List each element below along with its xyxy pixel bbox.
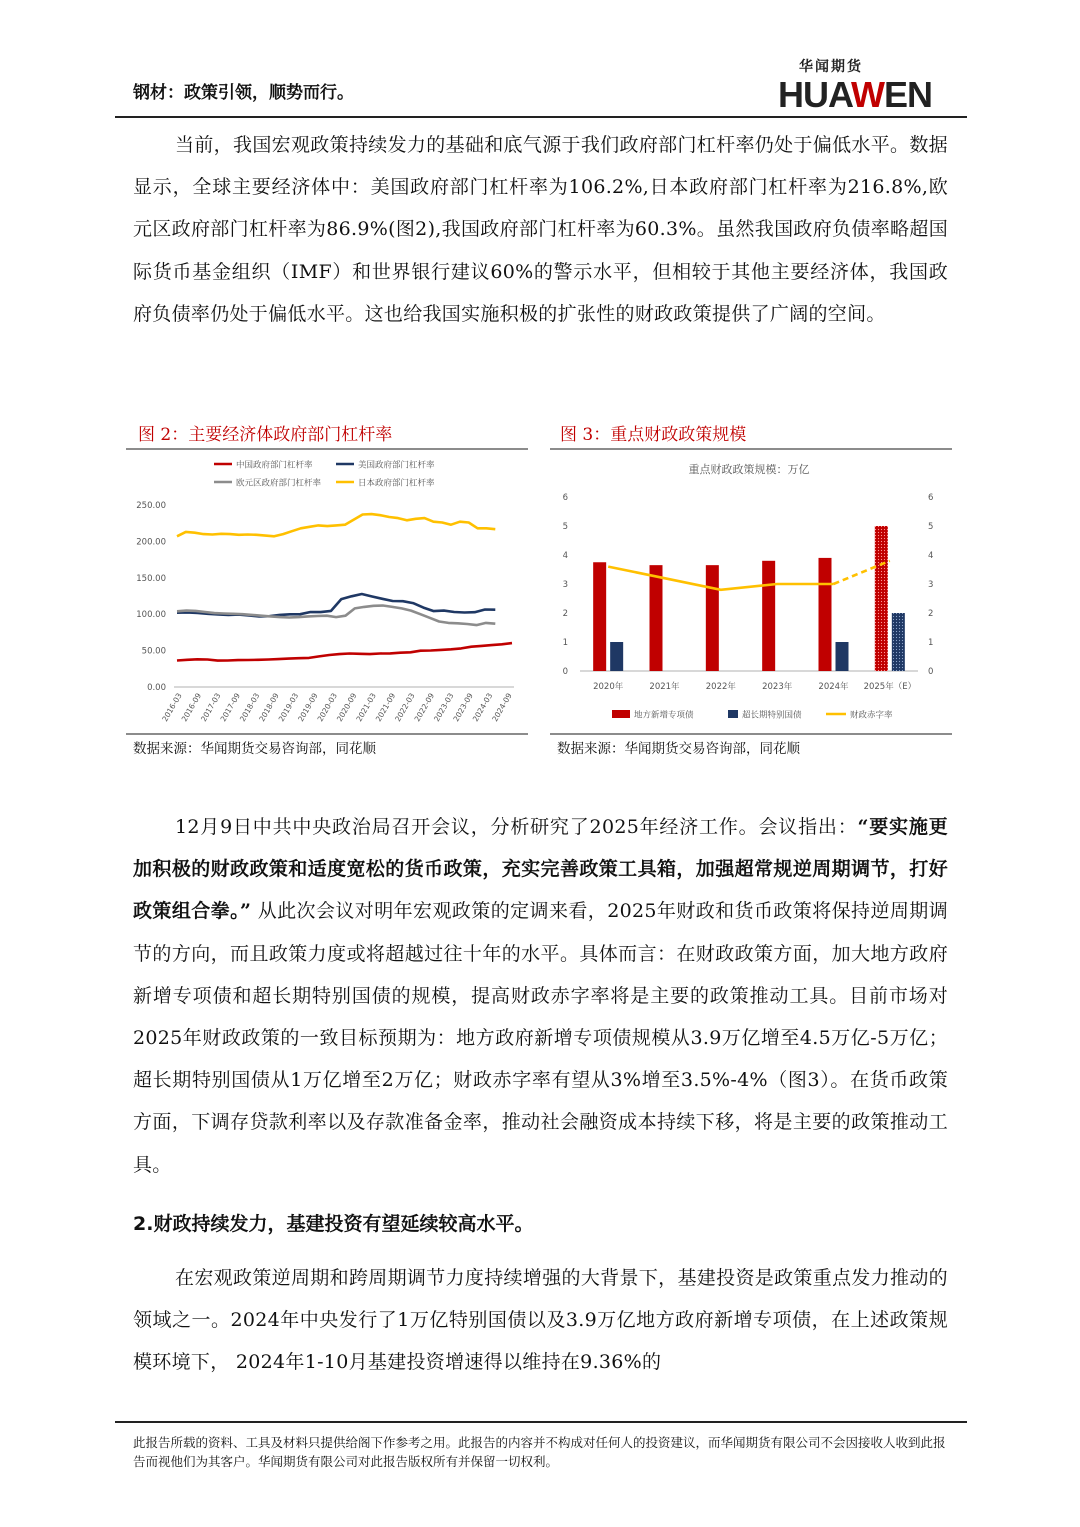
x-tick-label: 2018-03 [237, 691, 262, 724]
y-tick-label-right: 1 [928, 638, 934, 648]
legend-label-2: 超长期特别国债 [742, 710, 802, 721]
x-tick-label: 2024-03 [470, 691, 495, 724]
y-tick-label-right: 3 [928, 580, 934, 590]
legend-label-3: 财政赤字率 [850, 710, 893, 721]
x-tick-label: 2018-09 [257, 691, 281, 724]
legend-label-2: 美国政府部门杠杆率 [358, 460, 435, 471]
legend-swatch-2 [728, 710, 738, 718]
section-2-heading: 2.财政持续发力，基建投资有望延续较高水平。 [133, 1213, 534, 1235]
chart-title: 重点财政政策规模：万亿 [688, 463, 810, 476]
x-tick-label: 2024-09 [490, 691, 514, 724]
series-line-1 [177, 643, 512, 661]
legend-label-4: 日本政府部门杠杆率 [358, 478, 435, 489]
legend-label-1: 地方新增专项债 [634, 710, 694, 721]
figure-2-source: 数据来源：华闻期货交易咨询部，同花顺 [133, 741, 376, 757]
y-tick-label: 150.00 [136, 573, 166, 584]
y-tick-label-left: 6 [562, 493, 568, 503]
legend-swatch-1 [612, 710, 630, 718]
x-tick-label: 2022-03 [393, 691, 417, 724]
figure-3-title: 图 3：重点财政政策规模 [560, 425, 747, 445]
figure-2-bottom-rule [126, 733, 528, 735]
footer-disclaimer: 此报告所载的资料、工具及材料只提供给阁下作参考之用。此报告的内容并不构成对任何人的投资建议，而华闻期货有限公司不会因接收人收到此报告而视他们为其客户。华闻期货有限公司对此报告版权所有并保留一切权利。 [133, 1435, 946, 1469]
y-tick-label-right: 5 [928, 522, 934, 532]
y-tick-label-left: 5 [562, 522, 568, 532]
x-tick-label: 2021年 [649, 682, 680, 692]
y-tick-label-right: 0 [928, 667, 934, 677]
y-tick-label-left: 3 [562, 580, 568, 590]
paragraph-1-text: 当前，我国宏观政策持续发力的基础和底气源于我们政府部门杠杆率仍处于偏低水平。数据显示，全球主要经济体中：美国政府部门杠杆率为106.2%,日本政府部门杠杆率为216.8%,欧元区政府部门杠杆率为86.9%(图2),我国政府部门杠杆率为60.3%。虽然我国政府负债率略超国际货币基金组织（IMF）和世界银行建议60%的警示水平，但相较于其他主要经济体，我国政府负债率仍处于偏低水平。这也给我国实施积极的扩张性的财政政策提供了广阔的空间。 [133, 134, 948, 325]
y-tick-label: 100.00 [136, 610, 166, 621]
figure-3-bottom-rule [550, 733, 952, 735]
legend-label-3: 欧元区政府部门杠杆率 [236, 478, 322, 489]
y-tick-label-right: 2 [928, 609, 934, 619]
company-logo [776, 56, 956, 115]
x-tick-label: 2019-03 [276, 691, 301, 724]
y-tick-label-right: 6 [928, 493, 934, 503]
y-tick-label: 250.00 [136, 501, 166, 511]
paragraph-2: 12月9日中共中央政治局召开会议，分析研究了2025年经济工作。会议指出：“要实施更加积极的财政政策和适度宽松的货币政策，充实完善政策工具箱，加强超常规逆周期调节，打好政策组合拳。” 从此次会议对明年宏观政策的定调来看，2025年财政和货币政策将保持逆周期调节的方向，而且政策力度或将超越过往十年的水平。具体而言：在财政政策方面，加大地方政府新增专项债和超长期特别国债的规模，提高财政赤字率将是主要的政策推动工具。目前市场对2025年财政政策的一致目标预期为：地方政府新增专项债规模从3.9万亿增至4.5万亿-5万亿；超长期特别国债从1万亿增至2万亿；财政赤字率有望从3%增至3.5%-4%（图3）。在货币政策方面，下调存贷款利率以及存款准备金率，推动社会融资成本持续下移，将是主要的政策推动工具。 [133, 816, 949, 1176]
meeting-quote: “要实施更加积极的财政政策和适度宽松的货币政策，充实完善政策工具箱，加强超常规逆周期调节，打好政策组合拳。” [133, 816, 948, 923]
x-tick-label: 2022年 [705, 682, 736, 692]
y-tick-label-right: 4 [928, 551, 934, 561]
logo-english-name: HUAWEN [778, 74, 933, 115]
x-tick-label: 2025年（E） [863, 682, 917, 692]
x-tick-label: 2022-09 [412, 691, 437, 724]
bar-special-bond [875, 526, 888, 671]
x-tick-label: 2024年 [818, 682, 849, 692]
logo-chinese-name: 华闻期货 [799, 59, 863, 75]
x-tick-label: 2023年 [762, 682, 793, 692]
y-tick-label-left: 0 [562, 667, 568, 677]
bar-special-bond [706, 565, 719, 671]
x-tick-label: 2021-09 [373, 691, 398, 724]
x-tick-label: 2023-09 [451, 691, 475, 724]
bar-special-bond [762, 561, 775, 671]
figure-3-source: 数据来源：华闻期货交易咨询部，同花顺 [557, 741, 800, 757]
y-tick-label-left: 1 [562, 638, 568, 648]
y-tick-label-left: 4 [562, 551, 568, 561]
x-tick-label: 2020-03 [315, 691, 340, 724]
x-tick-label: 2017-09 [218, 691, 242, 724]
x-tick-label: 2020-09 [334, 691, 359, 724]
y-tick-label: 0.00 [147, 683, 166, 693]
figure-2-line-chart [126, 450, 528, 733]
y-tick-label-left: 2 [562, 609, 568, 619]
x-tick-label: 2021-03 [354, 691, 378, 724]
figure-3-bar-chart [550, 450, 952, 733]
x-tick-label: 2020年 [593, 682, 624, 692]
bar-special-bond [650, 565, 663, 671]
document-header-title: 钢材：政策引领，顺势而行。 [133, 83, 354, 103]
x-tick-label: 2019-09 [296, 691, 320, 724]
series-line-4 [177, 514, 495, 536]
paragraph-3: 在宏观政策逆周期和跨周期调节力度持续增强的大背景下，基建投资是政策重点发力推动的领域之一。2024年中央发行了1万亿特别国债以及3.9万亿地方政府新增专项债，在上述政策规模环境下， 2024年1-10月基建投资增速得以维持在9.36%的 [133, 1267, 948, 1374]
x-tick-label: 2016-03 [160, 691, 184, 724]
figure-2-title: 图 2：主要经济体政府部门杠杆率 [138, 425, 393, 445]
y-tick-label: 200.00 [136, 537, 166, 548]
header-rule [115, 116, 967, 118]
bar-treasury-bond [610, 642, 623, 671]
bar-special-bond [593, 562, 606, 671]
y-tick-label: 50.00 [141, 646, 166, 657]
legend-label-1: 中国政府部门杠杆率 [236, 460, 313, 471]
footer-rule [115, 1421, 967, 1423]
deficit-line [608, 567, 833, 590]
bar-treasury-bond [836, 642, 849, 671]
x-tick-label: 2017-03 [199, 691, 223, 724]
bar-treasury-bond [892, 613, 905, 671]
x-tick-label: 2023-03 [432, 691, 456, 724]
bar-special-bond [819, 558, 832, 671]
x-tick-label: 2016-09 [179, 691, 204, 724]
paragraph-1 [133, 124, 948, 335]
